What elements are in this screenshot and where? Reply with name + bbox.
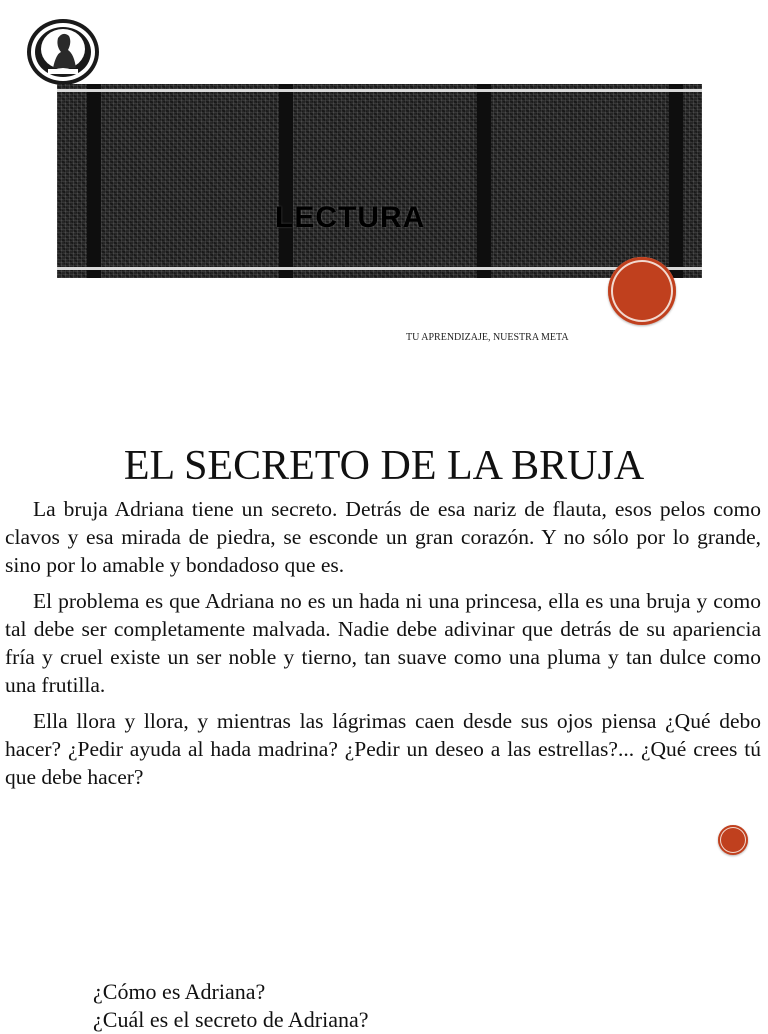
banner-band (279, 84, 293, 278)
question-item: ¿Cuál es el secreto de Adriana? (93, 1007, 369, 1032)
tagline: TU APRENDIZAJE, NUESTRA META (406, 332, 569, 343)
story-paragraph: El problema es que Adriana no es un hada ni una princesa, ella es una bruja y como tal debe ser completamente malvada. Nadie debe adivinar que detrás de su apariencia fría y cruel existe un ser noble y tierno, tan suave como una pluma y tan dulce como una frutilla. (5, 589, 761, 697)
school-seal-icon (26, 18, 100, 86)
banner-title: LECTURA (275, 201, 426, 234)
banner-stripe (57, 267, 702, 270)
banner-stripe (57, 89, 702, 92)
header-banner (57, 84, 702, 278)
banner-band (669, 84, 683, 278)
banner-band (477, 84, 491, 278)
story-body (5, 495, 761, 799)
story-paragraph: Ella llora y llora, y mientras las lágrimas caen desde sus ojos piensa ¿Qué debo hacer? ¿Pedir ayuda al hada madrina? ¿Pedir un deseo a las estrellas?... ¿Qué crees tú que debe hacer? (5, 709, 761, 789)
question-item: ¿Cómo es Adriana? (93, 979, 266, 1004)
story-title: EL SECRETO DE LA BRUJA (123, 443, 645, 489)
decorative-circle (608, 257, 676, 325)
decorative-circle (718, 825, 748, 855)
story-paragraph: La bruja Adriana tiene un secreto. Detrás de esa nariz de flauta, esos pelos como clavos y esa mirada de piedra, se esconde un gran corazón. Y no sólo por lo grande, sino por lo amable y bondadoso que es. (5, 497, 761, 577)
question-list (93, 978, 368, 1034)
banner-band (87, 84, 101, 278)
